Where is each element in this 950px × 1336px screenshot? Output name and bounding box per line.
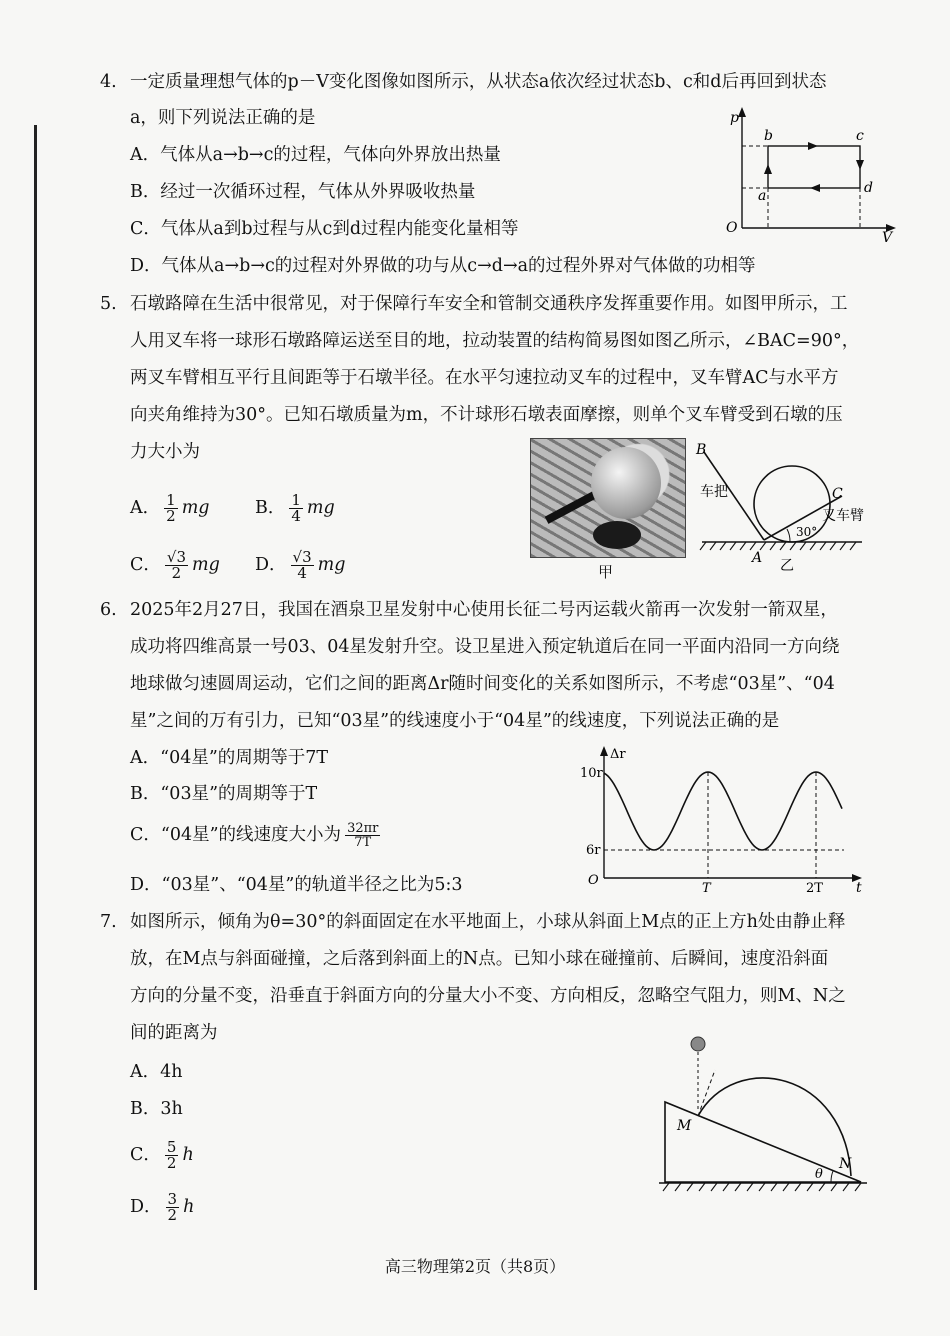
q5-label-arm: 叉车臂 xyxy=(822,508,864,524)
q6-tick-t: T xyxy=(702,881,711,895)
q7-option-b: B．3h xyxy=(130,1099,183,1119)
q5-diagram-yi xyxy=(692,440,872,575)
q6-origin: O xyxy=(588,873,599,888)
q6-option-c: C．“04星”的线速度大小为 $\frac{32\pi r}{7T}$ xyxy=(130,821,379,850)
q4-origin: O xyxy=(726,220,738,236)
q7-angle-theta: θ xyxy=(815,1167,823,1182)
q5-stem-line1: 5. 石墩路障在生活中很常见，对于保障行车安全和管制交通秩序发挥重要作用。如图甲所示，工 xyxy=(100,294,848,314)
q4-stem-line2: a，则下列说法正确的是 xyxy=(130,108,316,128)
q6-stem-line2: 成功将四维高景一号03、04星发射升空。设卫星进入预定轨道后在同一平面内沿同一方向绕 xyxy=(130,637,840,657)
q5-stem-line3: 两叉车臂相互平行且间距等于石墩半径。在水平匀速拉动叉车的过程中，叉车臂AC与水平方 xyxy=(130,368,839,388)
q4-point-b: b xyxy=(764,128,773,144)
q4-option-b: B．经过一次循环过程，气体从外界吸收热量 xyxy=(130,182,476,202)
q6-stem-line4: 星”之间的万有引力，已知“03星”的线速度小于“04星”的线速度，下列说法正确的是 xyxy=(130,711,780,731)
q7-stem-line2: 放，在M点与斜面碰撞，之后落到斜面上的N点。已知小球在碰撞前、后瞬间，速度沿斜面 xyxy=(130,949,829,969)
q7-stem-line4: 间的距离为 xyxy=(130,1023,218,1043)
q5-option-d: D． $\frac{√3}{4}$ mg xyxy=(255,548,346,582)
q4-option-d: D．气体从a→b→c的过程对外界做的功与从c→d→a的过程外界对气体做的功相等 xyxy=(130,256,756,276)
q5-point-b: B xyxy=(696,442,707,458)
q6-stem-line1: 6. 2025年2月27日，我国在酒泉卫星发射中心使用长征二号丙运载火箭再一次发射一箭双星， xyxy=(100,600,838,620)
q7-incline-diagram xyxy=(655,1030,875,1200)
q6-tick-6r: 6r xyxy=(586,843,601,858)
q7-point-n: N xyxy=(839,1156,852,1172)
q6-axis-dr: Δr xyxy=(610,747,626,762)
q4-point-a: a xyxy=(758,188,767,204)
q6-tick-2t: 2T xyxy=(806,881,823,895)
q5-point-a: A xyxy=(752,550,763,566)
q5-stem-line4: 向夹角维持为30°。已知石墩质量为m，不计球形石墩表面摩擦，则单个叉车臂受到石墩的压 xyxy=(130,405,843,425)
q6-option-d: D．“03星”、“04星”的轨道半径之比为5:3 xyxy=(130,875,463,895)
q6-stem-line3: 地球做匀速圆周运动，它们之间的距离Δr随时间变化的关系如图所示，不考虑“03星”、“04 xyxy=(130,674,835,694)
q6-axis-t: t xyxy=(856,880,862,895)
q4-point-c: c xyxy=(856,128,864,144)
q7-option-a: A．4h xyxy=(130,1062,183,1082)
binding-margin-line xyxy=(34,125,37,1290)
q5-caption-yi: 乙 xyxy=(780,558,794,574)
q5-option-b: B． $\frac{1}{4}$ mg xyxy=(255,491,335,525)
q6-option-b: B．“03星”的周期等于T xyxy=(130,784,318,804)
q5-photo-jia xyxy=(530,438,686,558)
q7-point-m: M xyxy=(677,1118,692,1134)
q5-stem-line2: 人用叉车将一球形石墩路障运送至目的地，拉动装置的结构简易图如图乙所示，∠BAC=90°， xyxy=(130,331,860,351)
q4-axis-v: V xyxy=(882,230,893,244)
q4-point-d: d xyxy=(864,180,873,196)
q7-stem-line1: 7. 如图所示，倾角为θ=30°的斜面固定在水平地面上，小球从斜面上M点的正上方h处由静止释 xyxy=(100,912,846,932)
q7-option-c: C． $\frac{5}{2}$ h xyxy=(130,1138,194,1172)
q6-distance-graph xyxy=(580,740,870,895)
q4-option-c: C．气体从a到b过程与从c到d过程内能变化量相等 xyxy=(130,219,519,239)
q6-wave-curve xyxy=(604,772,842,850)
page-footer: 高三物理第2页（共8页） xyxy=(384,1257,566,1276)
q5-caption-jia: 甲 xyxy=(598,563,614,581)
q5-option-a: A． $\frac{1}{2}$ mg xyxy=(130,491,210,525)
q5-label-angle: 30° xyxy=(796,525,818,539)
q4-stem-line1: 4. 一定质量理想气体的p－V变化图像如图所示，从状态a依次经过状态b、c和d后再回到状态 xyxy=(100,72,827,92)
q5-option-c: C． $\frac{√3}{2}$ mg xyxy=(130,548,220,582)
q4-option-a: A．气体从a→b→c的过程，气体向外界放出热量 xyxy=(130,145,501,165)
q5-point-c: C xyxy=(832,486,843,502)
q4-axis-p: p xyxy=(730,110,739,126)
q6-tick-10r: 10r xyxy=(580,766,603,781)
q5-stem-line5: 力大小为 xyxy=(130,442,200,462)
q7-option-d: D． $\frac{3}{2}$ h xyxy=(130,1190,195,1224)
q4-pv-diagram xyxy=(720,104,900,244)
q6-option-a: A．“04星”的周期等于7T xyxy=(130,748,329,768)
q5-label-handle: 车把 xyxy=(700,484,728,500)
q7-stem-line3: 方向的分量不变，沿垂直于斜面方向的分量大小不变、方向相反，忽略空气阻力，则M、N之 xyxy=(130,986,846,1006)
